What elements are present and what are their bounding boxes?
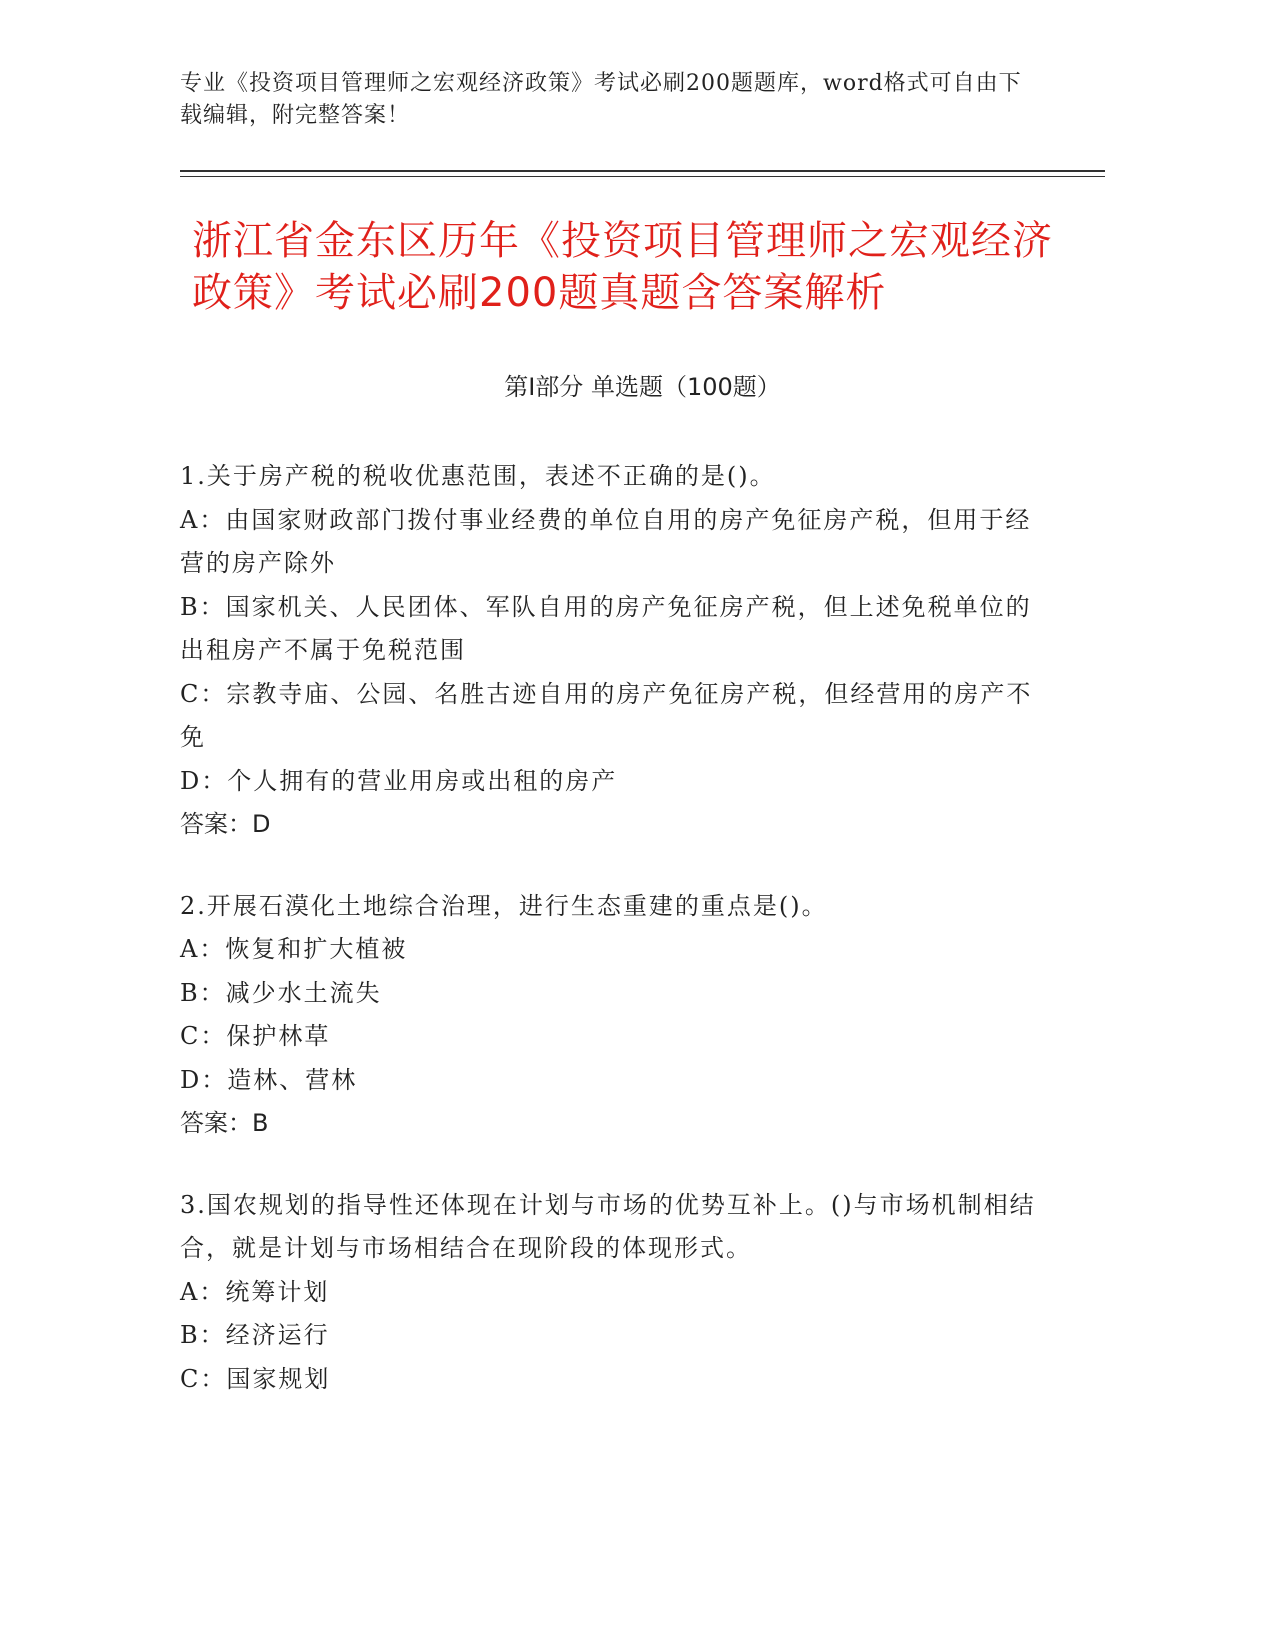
option-d: D：个人拥有的营业用房或出租的房产 xyxy=(180,766,618,795)
document-page xyxy=(180,0,1105,1650)
option-b: B：减少水土流失 xyxy=(180,978,382,1007)
option-a: A：恢复和扩大植被 xyxy=(180,935,408,963)
option-c: C：国家规划 xyxy=(180,1364,331,1393)
option-a: A：统筹计划 xyxy=(180,1277,330,1306)
option-c: C：保护林草 xyxy=(180,1022,331,1050)
answer: 答案：B xyxy=(180,1109,269,1137)
question-stem: 2.开展石漠化土地综合治理，进行生态重建的重点是()。 xyxy=(180,891,828,920)
question-3 xyxy=(180,1184,1040,1402)
question-stem: 1.关于房产税的税收优惠范围，表述不正确的是()。 xyxy=(180,462,776,490)
question-stem: 3.国农规划的指导性还体现在计划与市场的优势互补上。()与市场机制相结合，就是计划与市场相结合在现阶段的体现形式。 xyxy=(180,1190,1036,1262)
option-b: B：国家机关、人民团体、军队自用的房产免征房产税，但上述免税单位的出租房产不属于免税范围 xyxy=(180,592,1032,664)
question-1 xyxy=(180,455,1040,847)
option-b: B：经济运行 xyxy=(180,1321,330,1349)
option-c: C：宗教寺庙、公园、名胜古迹自用的房产免征房产税，但经营用的房产不免 xyxy=(180,679,1033,751)
section-title: 第Ⅰ部分 单选题（100题） xyxy=(504,373,781,401)
answer: 答案：D xyxy=(180,810,271,838)
option-d: D：造林、营林 xyxy=(180,1065,358,1094)
header-divider-thick xyxy=(180,170,1105,172)
question-2 xyxy=(180,885,1040,1146)
question-list xyxy=(180,455,1040,1439)
header-note: 专业《投资项目管理师之宏观经济政策》考试必刷200题题库，word格式可自由下载编辑，附完整答案！ xyxy=(180,71,1022,128)
document-title: 浙江省金东区历年《投资项目管理师之宏观经济政策》考试必刷200题真题含答案解析 xyxy=(192,218,1053,316)
option-a: A：由国家财政部门拨付事业经费的单位自用的房产免征房产税，但用于经营的房产除外 xyxy=(180,505,1032,577)
header-divider-thin xyxy=(180,176,1105,177)
